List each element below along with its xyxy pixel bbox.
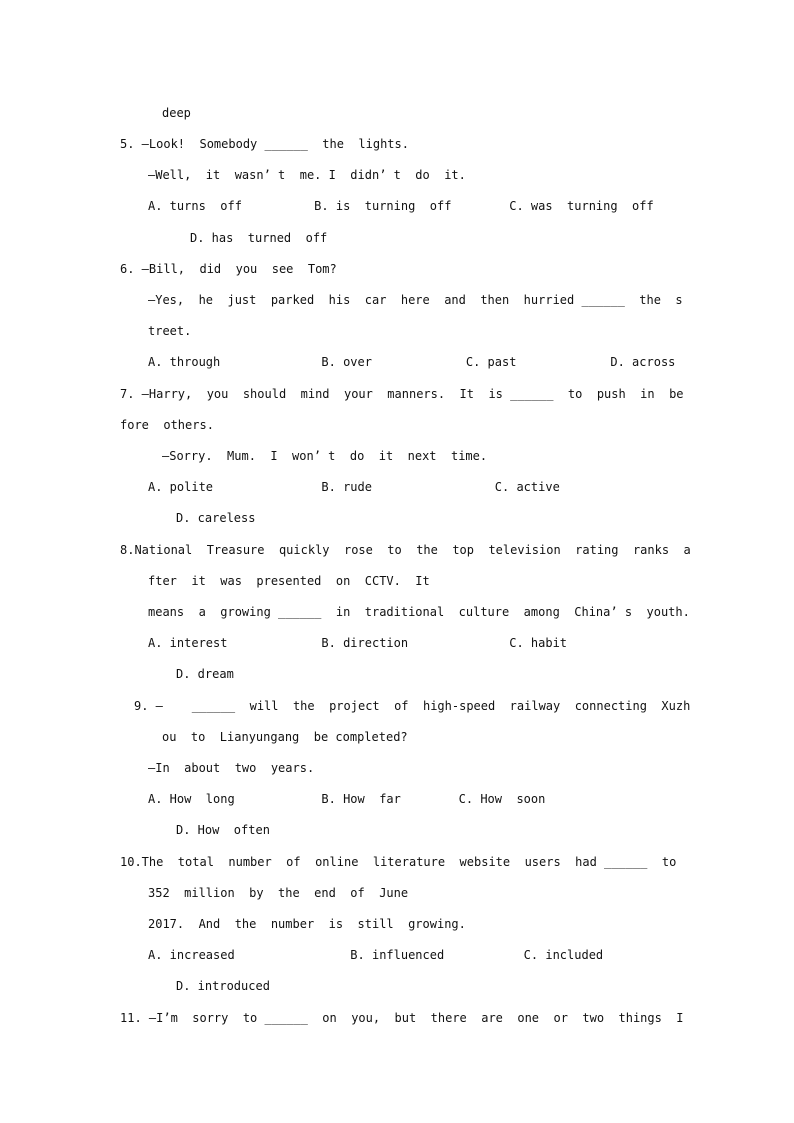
q8-stem: 8.National Treasure quickly rose to the top television rating ranks a bbox=[120, 543, 691, 557]
q10-stem-line-3: 2017. And the number is still growing. bbox=[148, 917, 466, 931]
q5-stem: 5. —Look! Somebody ______ the lights. bbox=[120, 137, 409, 151]
q6-reply: —Yes, he just parked his car here and then hurried ______ the s bbox=[148, 293, 683, 307]
q4-option-d-continued: deep bbox=[162, 106, 191, 120]
q6-options: A. through B. over C. past D. across bbox=[148, 355, 676, 369]
q7-stem: 7. —Harry, you should mind your manners. It is ______ to push in be bbox=[120, 387, 684, 401]
q7-options-abc: A. polite B. rude C. active bbox=[148, 480, 560, 494]
q5-reply: —Well, it wasn’ t me. I didn’ t do it. bbox=[148, 168, 466, 182]
q10-stem: 10.The total number of online literature website users had ______ to bbox=[120, 855, 677, 869]
q8-stem-line-3: means a growing ______ in traditional culture among China’ s youth. bbox=[148, 605, 690, 619]
q9-option-d: D. How often bbox=[176, 823, 270, 837]
q9-stem: 9. — ______ will the project of high-speed railway connecting Xuzh bbox=[134, 699, 691, 713]
q8-options-abc: A. interest B. direction C. habit bbox=[148, 636, 568, 650]
q7-reply: —Sorry. Mum. I won’ t do it next time. bbox=[162, 449, 488, 463]
q8-stem-line-2: fter it was presented on CCTV. It bbox=[148, 574, 430, 588]
q10-options-abc: A. increased B. influenced C. included bbox=[148, 948, 604, 962]
q6-stem: 6. —Bill, did you see Tom? bbox=[120, 262, 337, 276]
q7-option-d: D. careless bbox=[176, 511, 256, 525]
q5-option-d: D. has turned off bbox=[190, 231, 328, 245]
q6-reply-continued: treet. bbox=[148, 324, 192, 338]
q10-option-d: D. introduced bbox=[176, 979, 270, 993]
q9-options-abc: A. How long B. How far C. How soon bbox=[148, 792, 546, 806]
q8-option-d: D. dream bbox=[176, 667, 234, 681]
q9-reply: —In about two years. bbox=[148, 761, 315, 775]
q7-stem-continued: fore others. bbox=[120, 418, 214, 432]
q9-stem-continued: ou to Lianyungang be completed? bbox=[162, 730, 408, 744]
q10-stem-line-2: 352 million by the end of June bbox=[148, 886, 409, 900]
q5-options-abc: A. turns off B. is turning off C. was turning off bbox=[148, 199, 654, 213]
q11-stem: 11. —I’m sorry to ______ on you, but there are one or two things I bbox=[120, 1011, 684, 1025]
